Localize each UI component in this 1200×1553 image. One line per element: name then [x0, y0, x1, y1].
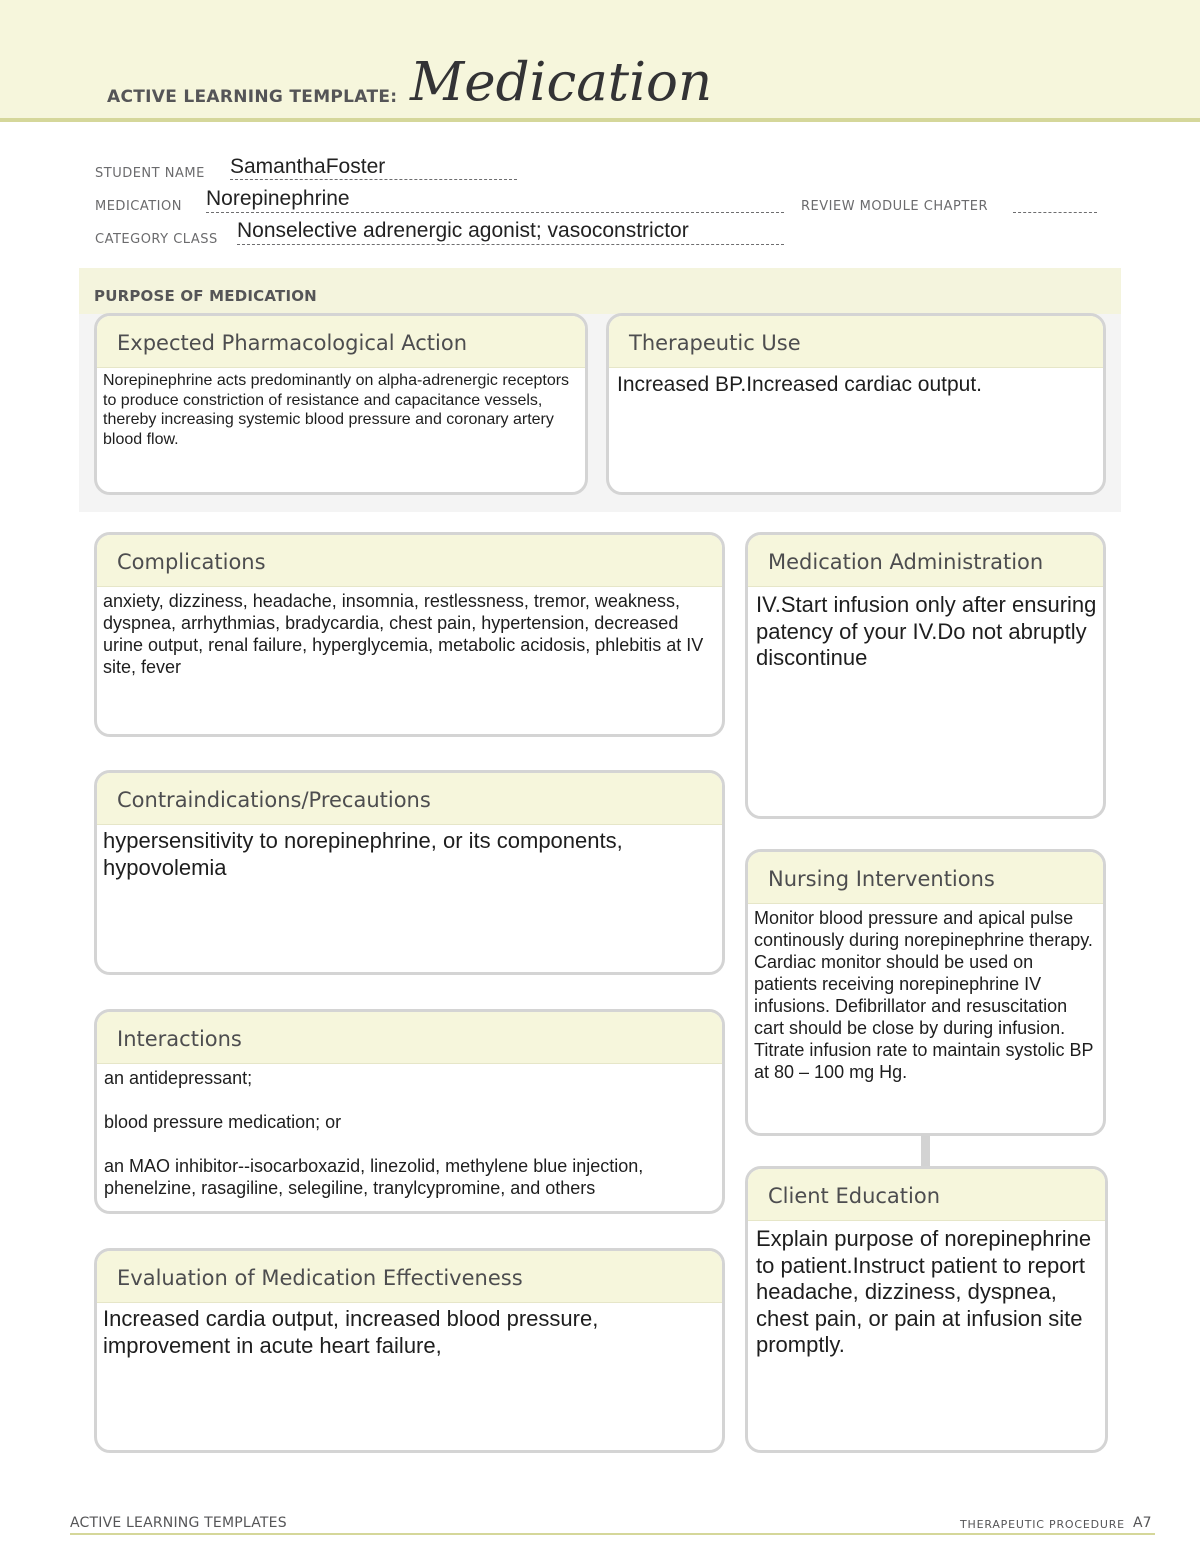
review-module-field[interactable]: [1013, 212, 1097, 213]
interactions-title: Interactions: [97, 1012, 722, 1064]
evaluation-box: [94, 1248, 725, 1453]
interaction-item: an MAO inhibitor--isocarboxazid, linezolid, methylene blue injection, phenelzine, rasagiline, selegiline, tranylcypromine, and others: [104, 1156, 644, 1198]
client-education-box: [745, 1166, 1108, 1453]
student-name-field[interactable]: SamanthaFoster: [230, 155, 386, 178]
complications-box: [94, 532, 725, 737]
purpose-label: PURPOSE OF MEDICATION: [94, 287, 317, 305]
interaction-item: blood pressure medication; or: [104, 1112, 342, 1132]
student-name-label: STUDENT NAME: [95, 166, 205, 181]
expected-action-box: [94, 313, 588, 495]
category-class-underline: [237, 244, 784, 245]
evaluation-title: Evaluation of Medication Effectiveness: [97, 1251, 722, 1303]
contraindications-box: [94, 770, 725, 975]
page-title: Medication: [410, 52, 713, 113]
nursing-interventions-title: Nursing Interventions: [748, 852, 1103, 904]
template-label: ACTIVE LEARNING TEMPLATE:: [107, 87, 398, 107]
category-class-label: CATEGORY CLASS: [95, 232, 218, 247]
interaction-item: an antidepressant;: [104, 1068, 253, 1088]
medication-administration-text[interactable]: IV.Start infusion only after ensuring patency of your IV.Do not abruptly discontinue: [756, 592, 1097, 670]
medication-underline: [206, 212, 784, 213]
nursing-interventions-box: [745, 849, 1106, 1136]
footer-right-label: THERAPEUTIC PROCEDURE: [960, 1518, 1125, 1531]
nursing-interventions-text[interactable]: Monitor blood pressure and apical pulse continously during norepinephrine therapy. Cardiac monitor should be used on patients receiving norepinephrine IV infusions. Defibrillator and resuscitation cart should be close by during infusion. Titrate infusion rate to maintain systolic BP at 80 – 100 mg Hg.: [754, 908, 1094, 1082]
expected-action-title: Expected Pharmacological Action: [97, 316, 585, 368]
expected-action-text[interactable]: Norepinephrine acts predominantly on alpha-adrenergic receptors to produce constriction of resistance and capacitance vessels, thereby increasing systemic blood pressure and coronary artery blood flow.: [103, 372, 570, 448]
category-class-field[interactable]: Nonselective adrenergic agonist; vasoconstrictor: [237, 219, 689, 242]
medication-administration-title: Medication Administration: [748, 535, 1103, 587]
medication-administration-box: [745, 532, 1106, 819]
medication-field[interactable]: Norepinephrine: [206, 187, 350, 210]
complications-title: Complications: [97, 535, 722, 587]
therapeutic-use-text[interactable]: Increased BP.Increased cardiac output.: [617, 373, 983, 396]
contraindications-title: Contraindications/Precautions: [97, 773, 722, 825]
interactions-box: [94, 1009, 725, 1214]
evaluation-text[interactable]: Increased cardia output, increased blood pressure, improvement in acute heart failure,: [103, 1306, 599, 1358]
client-education-title: Client Education: [748, 1169, 1105, 1221]
medication-label: MEDICATION: [95, 199, 182, 214]
therapeutic-use-box: [606, 313, 1106, 495]
connector-bar: [921, 1134, 930, 1166]
complications-text[interactable]: anxiety, dizziness, headache, insomnia, restlessness, tremor, weakness, dyspnea, arrhythmias, bradycardia, chest pain, hypertension, decreased urine output, renal failure, hyperglycemia, metabolic acidosis, phlebitis at IV site, fever: [103, 591, 704, 677]
student-name-underline: [230, 179, 517, 180]
page-number: A7: [1133, 1515, 1152, 1531]
footer-left-label: ACTIVE LEARNING TEMPLATES: [70, 1515, 287, 1531]
interactions-text[interactable]: [97, 1064, 722, 1199]
footer-rule: [70, 1533, 1155, 1535]
review-module-label: REVIEW MODULE CHAPTER: [801, 199, 989, 214]
therapeutic-use-title: Therapeutic Use: [609, 316, 1103, 368]
client-education-text[interactable]: Explain purpose of norepinephrine to patient.Instruct patient to report headache, dizziness, dyspnea, chest pain, or pain at infusion site promptly.: [756, 1226, 1092, 1357]
contraindications-text[interactable]: hypersensitivity to norepinephrine, or its components, hypovolemia: [103, 828, 623, 880]
